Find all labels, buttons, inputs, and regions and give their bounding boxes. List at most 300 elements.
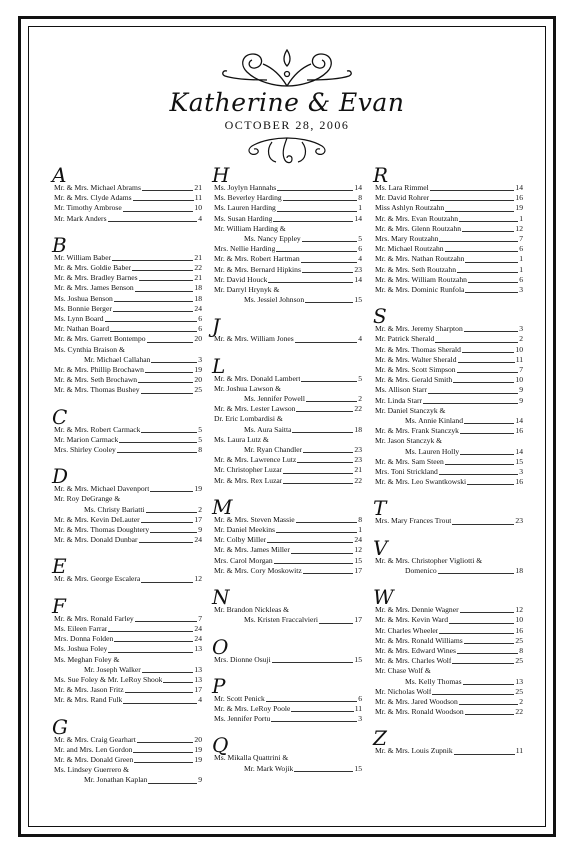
guest-row — [375, 467, 523, 477]
guest-row — [375, 224, 523, 234]
leader-line — [428, 393, 518, 394]
table-number: 10 — [515, 615, 523, 625]
guest-name: Mr. & Mrs. Lawrence Lutz — [214, 455, 297, 465]
table-number: 24 — [194, 623, 202, 633]
letter-section — [212, 163, 362, 305]
guest-name: Mr. Christopher Luzar — [214, 465, 283, 475]
guest-row — [54, 214, 202, 224]
guest-row — [54, 655, 202, 665]
guest-name: Ms. Jessiel Johnson — [244, 295, 305, 305]
leader-line — [296, 522, 358, 523]
table-number: 20 — [194, 334, 202, 344]
leader-line — [294, 771, 353, 772]
guest-row — [54, 634, 202, 644]
guest-name: Mr. & Mrs. Ronald Williams — [375, 635, 463, 645]
leader-line — [462, 352, 514, 353]
guest-name: Mr. Michael Routzahn — [375, 244, 444, 254]
leader-line — [452, 663, 514, 664]
table-number: 3 — [519, 324, 523, 334]
guest-column-3 — [373, 163, 523, 769]
table-number: 14 — [515, 446, 523, 456]
guest-row — [54, 385, 202, 395]
table-number: 6 — [358, 244, 362, 254]
guest-row — [375, 365, 523, 375]
guest-name: Mrs. Donna Folden — [54, 634, 114, 644]
section-letter: G — [52, 714, 68, 739]
guest-row — [214, 285, 362, 295]
guest-row — [214, 455, 362, 465]
guest-row — [54, 273, 202, 283]
table-number: 14 — [354, 274, 362, 284]
guest-row — [214, 295, 362, 305]
guest-name: Mr. & Mrs. Donald Lambert — [214, 373, 301, 383]
guest-row — [214, 394, 362, 404]
guest-name: Mr. & Mrs. William Routzahn — [375, 274, 467, 284]
leader-line — [457, 372, 519, 373]
guest-name: Mrs. Mary Routzahn — [375, 234, 439, 244]
leader-line — [114, 301, 194, 302]
leader-line — [467, 484, 514, 485]
guest-name: Mr. Patrick Sherald — [375, 334, 435, 344]
table-number: 3 — [198, 354, 202, 364]
section-letter: F — [52, 593, 66, 618]
table-number: 13 — [515, 676, 523, 686]
guest-name: Mr. & Mrs. Kevin Ward — [375, 615, 449, 625]
guest-name: Mr. & Mrs. Robert Carmack — [54, 424, 141, 434]
guest-name: Mr. & Mrs. Thomas Sherald — [375, 344, 461, 354]
guest-row — [54, 624, 202, 634]
guest-row — [214, 445, 362, 455]
table-number: 4 — [358, 334, 362, 344]
table-number: 6 — [198, 314, 202, 324]
guest-row — [54, 745, 202, 755]
leader-line — [268, 282, 353, 283]
guest-row — [54, 334, 202, 344]
guest-name: Ms. Bonnie Berger — [54, 303, 112, 313]
section-letter: O — [212, 634, 229, 659]
leader-line — [305, 302, 353, 303]
leader-line — [438, 573, 515, 574]
leader-line — [460, 454, 514, 455]
guest-row — [54, 183, 202, 193]
letter-section — [212, 673, 362, 725]
guest-row — [214, 615, 362, 625]
leader-line — [445, 211, 514, 212]
leader-line — [462, 231, 514, 232]
section-letter: W — [373, 585, 394, 610]
guest-row — [214, 183, 362, 193]
leader-line — [123, 703, 197, 704]
leader-line — [112, 260, 193, 261]
guest-row — [375, 203, 523, 213]
guest-name: Mr. & Mrs. Michael Davenport — [54, 484, 150, 494]
table-number: 14 — [354, 213, 362, 223]
table-number: 9 — [198, 525, 202, 535]
leader-line — [464, 423, 514, 424]
letter-section — [52, 163, 202, 224]
leader-line — [108, 221, 198, 222]
leader-line — [297, 462, 353, 463]
leader-line — [132, 270, 193, 271]
letter-section — [373, 163, 523, 295]
guest-row — [375, 447, 523, 457]
guest-name: Mrs. Shirley Cooley — [54, 445, 116, 455]
guest-name: Mr. Michael Callahan — [84, 354, 151, 364]
leader-line — [134, 762, 193, 763]
guest-row — [375, 436, 523, 446]
table-number: 19 — [515, 203, 523, 213]
section-letter: V — [373, 535, 388, 560]
guest-name: Mr. & Mrs. Thomas Doughtery — [54, 525, 150, 535]
leader-line — [459, 704, 518, 705]
table-number: 3 — [358, 714, 362, 724]
guest-name: Mr. & Mrs. Donald Dunbar — [54, 535, 138, 545]
section-letter: S — [373, 304, 387, 329]
table-number: 10 — [515, 375, 523, 385]
guest-row — [54, 435, 202, 445]
guest-row — [375, 516, 523, 526]
section-letter: T — [373, 496, 387, 521]
guest-name: Mr. & Mrs. Jason Fritz — [54, 685, 124, 695]
guest-name: Mr. & Mrs. Robert Hartman — [214, 254, 300, 264]
leader-line — [430, 200, 514, 201]
guest-row — [54, 685, 202, 695]
guest-row — [214, 465, 362, 475]
table-number: 19 — [194, 365, 202, 375]
guest-row — [54, 484, 202, 494]
table-number: 22 — [194, 263, 202, 273]
table-number: 11 — [515, 746, 523, 756]
guest-row — [54, 535, 202, 545]
table-number: 7 — [198, 613, 202, 623]
leader-line — [146, 512, 198, 513]
letter-section — [212, 314, 362, 344]
guest-row — [54, 695, 202, 705]
section-letter: M — [212, 494, 233, 519]
guest-name: Mr. Joseph Walker — [84, 664, 141, 674]
guest-row — [375, 324, 523, 334]
table-number: 16 — [515, 625, 523, 635]
table-number: 7 — [519, 234, 523, 244]
guest-row — [54, 515, 202, 525]
guest-row — [54, 675, 202, 685]
guest-name: Mr. Charles Wheeler — [375, 625, 439, 635]
table-number: 14 — [515, 416, 523, 426]
guest-name: Mr. Colby Miller — [214, 535, 267, 545]
leader-line — [272, 662, 354, 663]
guest-row — [375, 636, 523, 646]
table-number: 22 — [515, 707, 523, 717]
guest-row — [54, 494, 202, 504]
guest-column-2 — [212, 163, 362, 786]
guest-name: Mr. & Mrs. Seth Brochawn — [54, 375, 138, 385]
guest-name: Mr. & Mrs. Jared Woodson — [375, 696, 458, 706]
leader-line — [105, 321, 198, 322]
guest-row — [375, 275, 523, 285]
guest-row — [54, 425, 202, 435]
leader-line — [464, 331, 518, 332]
guest-row — [214, 515, 362, 525]
guest-row — [214, 476, 362, 486]
guest-name: Mrs. Toni Strickland — [375, 467, 438, 477]
table-number: 8 — [198, 445, 202, 455]
letter-section — [373, 304, 523, 487]
guest-row — [214, 694, 362, 704]
leader-line — [459, 221, 518, 222]
letter-section — [52, 404, 202, 456]
guest-name: Mr. & Mrs. James Benson — [54, 283, 134, 293]
table-number: 22 — [354, 475, 362, 485]
table-number: 21 — [194, 273, 202, 283]
table-number: 17 — [194, 685, 202, 695]
guest-row — [375, 265, 523, 275]
table-number: 8 — [358, 193, 362, 203]
section-letter: C — [52, 404, 68, 429]
leader-line — [141, 582, 193, 583]
guest-row — [375, 193, 523, 203]
guest-name: Mr. William Baber — [54, 252, 112, 262]
leader-line — [266, 701, 357, 702]
guest-row — [214, 193, 362, 203]
guest-row — [214, 214, 362, 224]
table-number: 4 — [198, 213, 202, 223]
guest-name: Mr. & Mrs. Scott Simpson — [375, 365, 456, 375]
leader-line — [138, 382, 193, 383]
guest-name: Mrs. Nellie Harding — [214, 244, 276, 254]
table-number: 22 — [354, 404, 362, 414]
leader-line — [133, 200, 194, 201]
table-number: 11 — [354, 703, 362, 713]
table-number: 24 — [354, 535, 362, 545]
table-number: 25 — [194, 385, 202, 395]
guest-name: Mr. Roy DeGrange & — [54, 494, 121, 504]
guest-name: Ms. Jennifer Portu — [214, 714, 271, 724]
guest-row — [214, 545, 362, 555]
guest-row — [375, 416, 523, 426]
guest-name: Ms. Joshua Benson — [54, 293, 113, 303]
guest-row — [214, 234, 362, 244]
guest-name: Mr. Ryan Chandler — [244, 445, 303, 455]
table-number: 23 — [354, 455, 362, 465]
guest-name: Ms. Sue Foley & Mr. LeRoy Shook — [54, 674, 163, 684]
table-number: 2 — [358, 394, 362, 404]
leader-line — [303, 573, 354, 574]
leader-line — [439, 241, 518, 242]
guest-row — [54, 665, 202, 675]
guest-name: Mr. & Mrs. Bradley Barnes — [54, 273, 138, 283]
guest-name: Mr. Nicholas Wolf — [375, 686, 432, 696]
guest-name: Ms. Joylyn Hannahs — [214, 183, 277, 192]
table-number: 23 — [515, 516, 523, 526]
guest-row — [214, 556, 362, 566]
leader-line — [301, 381, 357, 382]
section-letter: Q — [212, 733, 229, 758]
guest-name: Mr. & Mrs. James Miller — [214, 545, 290, 555]
guest-name: Ms. Susan Harding — [214, 213, 273, 223]
guest-name: Mr. & Mrs. Garrett Bontempo — [54, 334, 146, 344]
guest-row — [214, 384, 362, 394]
table-number: 5 — [358, 373, 362, 383]
table-number: 18 — [515, 565, 523, 575]
table-number: 18 — [194, 283, 202, 293]
table-number: 9 — [198, 775, 202, 785]
table-number: 1 — [519, 254, 523, 264]
guest-row — [214, 753, 362, 763]
table-number: 9 — [519, 385, 523, 395]
guest-row — [375, 234, 523, 244]
guest-row — [214, 525, 362, 535]
guest-row — [375, 605, 523, 615]
top-flourish-ornament — [217, 46, 357, 92]
guest-name: Mr. & Mrs. George Escalera — [54, 574, 141, 584]
table-number: 15 — [515, 456, 523, 466]
guest-name: Mr. & Mrs. Donald Green — [54, 754, 134, 764]
guest-name: Ms. Mikalla Quattrini & — [214, 753, 289, 763]
leader-line — [439, 474, 518, 475]
table-number: 5 — [358, 234, 362, 244]
guest-name: Ms. Kristen Fraccalvieri — [244, 615, 319, 625]
table-number: 25 — [515, 686, 523, 696]
leader-line — [139, 280, 194, 281]
guest-row — [214, 334, 362, 344]
guest-name: Mr. William Harding & — [214, 223, 286, 233]
guest-name: Mr. David Houck — [214, 274, 268, 284]
guest-row — [214, 535, 362, 545]
table-number: 17 — [354, 565, 362, 575]
guest-name: Mr. & Mrs. Glenn Routzahn — [375, 223, 462, 233]
table-number: 12 — [515, 223, 523, 233]
guest-name: Mrs. Dionne Osuji — [214, 654, 271, 664]
guest-row — [375, 285, 523, 295]
leader-line — [452, 524, 514, 525]
leader-line — [292, 432, 353, 433]
guest-row — [54, 263, 202, 273]
guest-row — [375, 677, 523, 687]
leader-line — [276, 532, 357, 533]
guest-row — [54, 365, 202, 375]
leader-line — [465, 714, 515, 715]
guest-row — [375, 697, 523, 707]
table-number: 12 — [515, 605, 523, 615]
guest-row — [375, 214, 523, 224]
guest-name: Mr. & Mrs. Christopher Vigliotti & — [375, 555, 483, 565]
table-number: 11 — [515, 354, 523, 364]
guest-name: Ms. Beverley Harding — [214, 193, 282, 203]
letter-section — [212, 494, 362, 576]
guest-name: Mr. & Mrs. Ronald Farley — [54, 613, 134, 623]
guest-name: Mr. & Mrs. Nathan Routzahn — [375, 254, 465, 264]
guest-name: Mr. Nathan Board — [54, 324, 110, 334]
guest-row — [54, 375, 202, 385]
leader-line — [276, 251, 357, 252]
header — [0, 46, 574, 168]
leader-line — [460, 612, 515, 613]
leader-line — [137, 742, 194, 743]
guest-row — [375, 646, 523, 656]
leader-line — [271, 721, 357, 722]
guest-row — [214, 566, 362, 576]
table-number: 1 — [519, 213, 523, 223]
leader-line — [147, 342, 194, 343]
letter-section — [52, 714, 202, 786]
leader-line — [432, 694, 514, 695]
table-number: 3 — [519, 467, 523, 477]
guest-name: Mr. & Mrs. Evan Routzahn — [375, 213, 459, 223]
table-number: 8 — [358, 514, 362, 524]
leader-line — [302, 272, 354, 273]
guest-name: Mr. & Mrs. Seth Routzahn — [375, 264, 456, 274]
table-number: 17 — [354, 615, 362, 625]
guest-row — [54, 765, 202, 775]
guest-name: Ms. Laura Lutz & — [214, 434, 269, 444]
guest-name: Mr. & Mrs. Louis Zupnik — [375, 746, 453, 756]
leader-line — [291, 711, 353, 712]
guest-name: Mr. Darryl Hrynyk & — [214, 285, 280, 295]
guest-name: Mr. & Mrs. Steven Massie — [214, 514, 295, 524]
table-number: 13 — [194, 644, 202, 654]
leader-line — [291, 553, 353, 554]
leader-line — [445, 464, 515, 465]
leader-line — [283, 473, 353, 474]
guest-name: Mr. & Mrs. William Jones — [214, 334, 294, 344]
guest-row — [54, 505, 202, 515]
leader-line — [139, 542, 194, 543]
letter-section — [373, 726, 523, 756]
guest-name: Mr. Timothy Ambrose — [54, 203, 122, 213]
guest-name: Dr. Eric Lombardisi & — [214, 414, 283, 424]
letter-section — [373, 535, 523, 576]
leader-line — [283, 200, 358, 201]
guest-row — [375, 626, 523, 636]
guest-row — [214, 435, 362, 445]
guest-row — [375, 426, 523, 436]
guest-name: Mr. Jonathan Kaplan — [84, 775, 148, 785]
section-letter: H — [212, 163, 230, 187]
leader-line — [468, 282, 518, 283]
table-number: 20 — [194, 375, 202, 385]
guest-name: Mrs. Mary Frances Trout — [375, 516, 452, 526]
guest-row — [54, 324, 202, 334]
leader-line — [423, 403, 518, 404]
table-number: 6 — [358, 693, 362, 703]
guest-name: Ms. Lynn Board — [54, 314, 104, 324]
guest-name: Mr. Marion Carmack — [54, 434, 119, 444]
table-number: 21 — [194, 252, 202, 262]
guest-row — [214, 254, 362, 264]
guest-row — [214, 203, 362, 213]
guest-name: Mr. & Mrs. Dominic Runfola — [375, 285, 465, 295]
table-number: 7 — [519, 365, 523, 375]
guest-row — [54, 755, 202, 765]
leader-line — [274, 563, 354, 564]
guest-name: Mr. & Mrs. Bernard Hipkins — [214, 264, 301, 274]
guest-name: Mr. & Mrs. Craig Gearhart — [54, 734, 136, 744]
guest-row — [214, 714, 362, 724]
guest-name: Mr. & Mrs. Rand Fulk — [54, 695, 123, 705]
table-number: 13 — [194, 674, 202, 684]
guest-row — [375, 457, 523, 467]
guest-row — [375, 334, 523, 344]
leader-line — [151, 362, 197, 363]
guest-name: Mr. & Mrs. Cory Moskowitz — [214, 565, 302, 575]
table-number: 16 — [515, 193, 523, 203]
guest-row — [214, 425, 362, 435]
guest-row — [375, 183, 523, 193]
guest-row — [375, 345, 523, 355]
guest-row — [375, 566, 523, 576]
table-number: 12 — [194, 574, 202, 584]
table-number: 21 — [194, 183, 202, 192]
